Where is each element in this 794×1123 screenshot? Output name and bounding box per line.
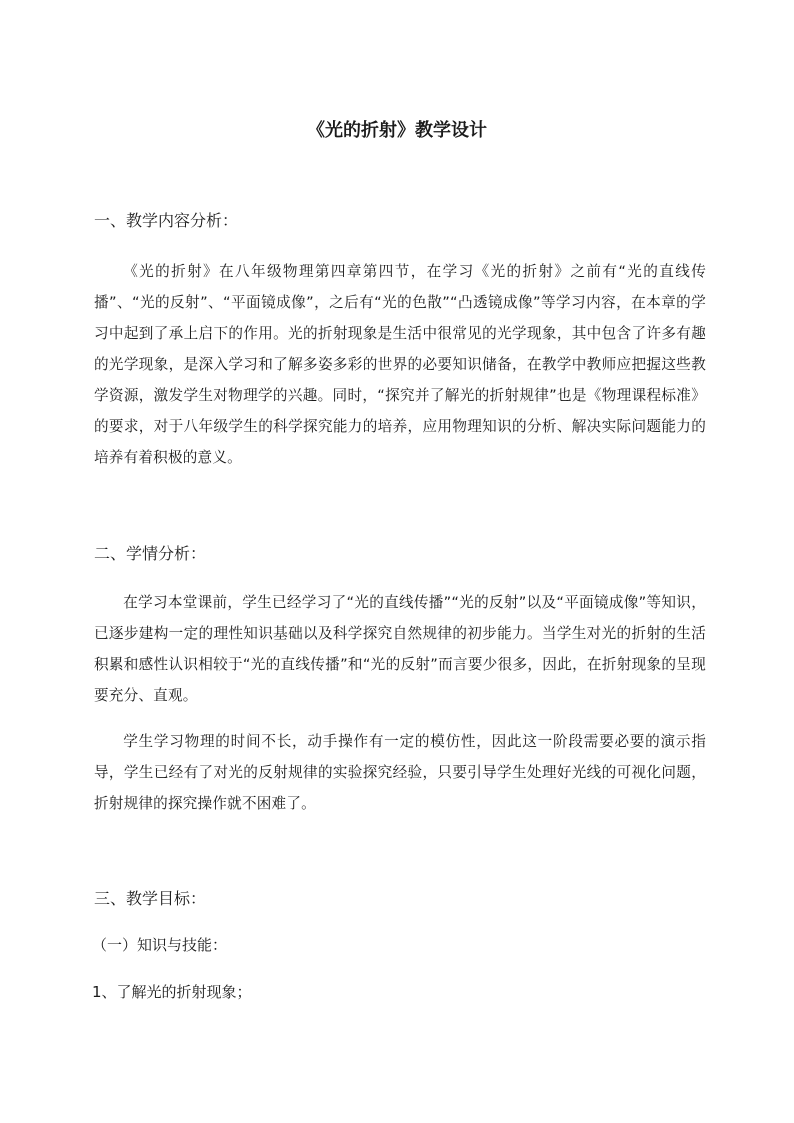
paragraph-student-analysis-2: 学生学习物理的时间不长，动手操作有一定的模仿性，因此这一阶段需要必要的演示指导，学生已经有了对光的反射规律的实验探究经验，只要引导学生处理好光线的可视化问题，折射规律的探究操作就不困难了。 (94, 733, 706, 812)
paragraph-student-analysis-1: 在学习本堂课前，学生已经学习了“光的直线传播”“光的反射”以及“平面镜成像”等知识，已逐步建构一定的理性知识基础以及科学探究自然规律的初步能力。当学生对光的折射的生活积累和感性认识相较于“光的直线传播”和“光的反射”而言要少很多，因此，在折射现象的呈现要充分、直观。 (94, 594, 706, 704)
section-heading-student-analysis: 二、学情分析： (94, 544, 207, 563)
section-heading-teaching-goals: 三、教学目标： (94, 889, 207, 908)
section-heading-content-analysis: 一、教学内容分析： (94, 211, 239, 230)
paragraph-content-analysis: 《光的折射》在八年级物理第四章第四节，在学习《光的折射》之前有“光的直线传播”、“光的反射”、“平面镜成像”，之后有“光的色散”“凸透镜成像”等学习内容，在本章的学习中起到了承上启下的作用。光的折射现象是生活中很常见的光学现象，其中包含了许多有趣的光学现象，是深入学习和了解多姿多彩的世界的必要知识储备，在教学中教师应把握这些教学资源，激发学生对物理学的兴趣。同时，“探究并了解光的折射规律”也是《物理课程标准》的要求，对于八年级学生的科学探究能力的培养，应用物理知识的分析、解决实际问题能力的培养有着积极的意义。 (94, 263, 706, 466)
document-title: 《光的折射》教学设计 (307, 120, 487, 141)
list-item-goal-1: 1、了解光的折射现象； (92, 983, 252, 1001)
subheading-knowledge-skills: （一）知识与技能： (92, 936, 228, 954)
